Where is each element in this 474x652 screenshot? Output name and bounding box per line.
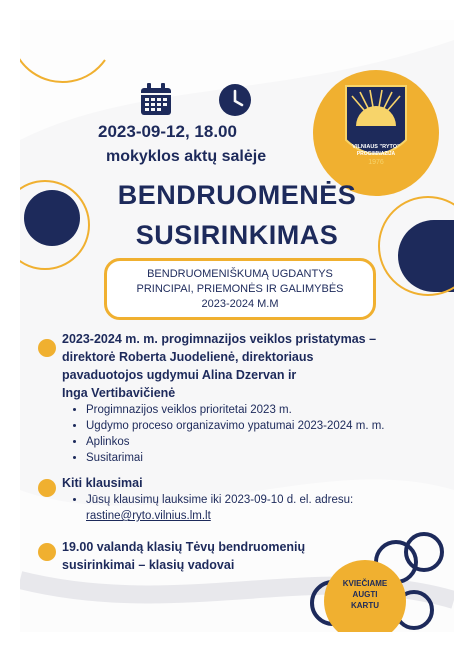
badge-text (324, 578, 406, 611)
list-item: • Ugdymo proceso organizavimo ypatumai 2023-2024 m. m. (86, 418, 454, 434)
section2-bullet (38, 479, 56, 497)
section1 (62, 330, 454, 466)
section2 (62, 474, 454, 524)
section3 (62, 538, 362, 574)
section1-list (70, 402, 454, 466)
section1-bullet (38, 339, 56, 357)
section2-list (70, 492, 454, 524)
section1-line-2: direktorė Roberta Juodelienė, direktoriaus (62, 350, 314, 364)
badge-line-1: KVIEČIAME (342, 579, 388, 588)
section3-line-1: 19.00 valandą klasių Tėvų bendruomenių (62, 540, 306, 554)
clock-icon (218, 83, 252, 117)
corner-arc (20, 20, 120, 90)
badge-line-3: KARTU (351, 601, 379, 610)
subtitle-line-3: 2023-2024 M.M (201, 298, 279, 310)
calendar-icon (138, 82, 174, 118)
list-item: • Susitarimai (86, 450, 454, 466)
title-line-1: BENDRUOMENĖS (117, 180, 357, 210)
section2-item-text: Jūsų klausimų lauksime iki 2023-09-10 d. el. adresu: (86, 494, 354, 506)
event-place: mokyklos aktų salėje (106, 148, 267, 165)
title-line-2: SUSIRINKIMAS (135, 220, 339, 250)
list-item: • Progimnazijos veiklos prioritetai 2023 m. (86, 402, 454, 418)
subtitle-line-1: BENDRUOMENIŠKUMĄ UGDANTYS (147, 268, 333, 280)
section1-line-4: Inga Vertibavičienė (62, 386, 176, 400)
section1-line-3: pavaduotojos ugdymui Alina Dzervan ir (62, 368, 297, 382)
section3-line-2: susirinkimai – klasių vadovai (62, 558, 235, 572)
subtitle-line-2: PRINCIPAI, PRIEMONĖS IR GALIMYBĖS (136, 283, 344, 295)
logo-name: VILNIAUS "RYTO" (352, 144, 400, 150)
list-item (86, 492, 454, 524)
subtitle-box (104, 258, 376, 320)
logo-year: 1976 (368, 159, 384, 166)
event-datetime: 2023-09-12, 18.00 (98, 122, 237, 141)
section1-line-1: 2023-2024 m. m. progimnazijos veiklos pristatymas – (62, 332, 377, 346)
navy-ring-2 (404, 532, 444, 572)
badge-line-2: AUGTI (352, 590, 378, 599)
list-item: • Aplinkos (86, 434, 454, 450)
logo-type: PROGIMNAZIJA (356, 151, 396, 157)
section3-bullet (38, 543, 56, 561)
section2-title: Kiti klausimai (62, 476, 143, 490)
poster (20, 20, 454, 632)
email-link[interactable]: rastine@ryto.vilnius.lm.lt (86, 510, 211, 522)
